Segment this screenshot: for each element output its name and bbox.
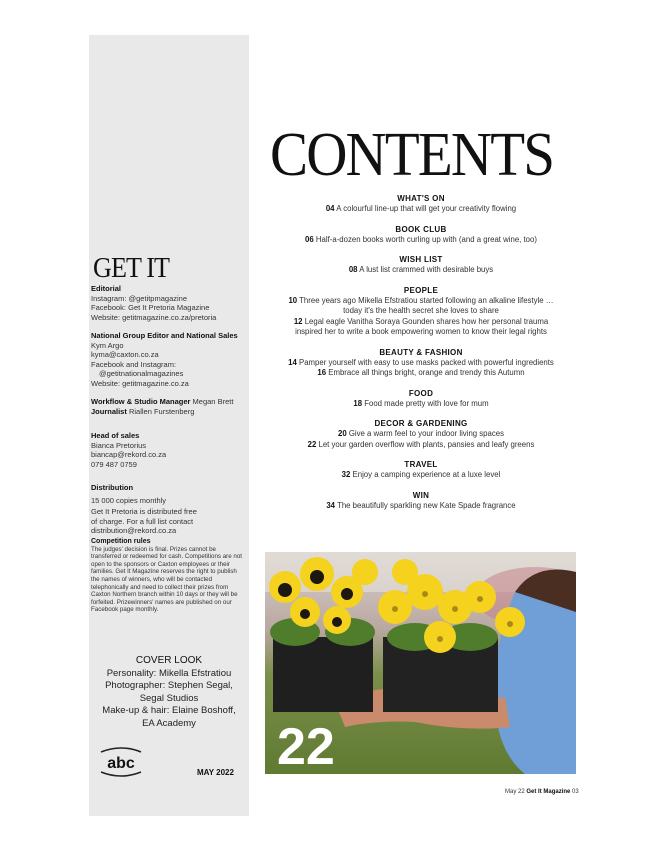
staff-block — [91, 397, 247, 416]
workflow-label: Workflow & Studio Manager — [91, 397, 191, 406]
editorial-heading: Editorial — [91, 284, 122, 293]
national-line: Kym Argo — [91, 340, 124, 350]
competition-block — [91, 538, 247, 614]
toc-page: 18 — [353, 398, 363, 408]
brand-title: GET IT — [93, 252, 170, 284]
toc-section — [262, 193, 580, 215]
toc-entry — [262, 399, 580, 410]
toc-section — [262, 490, 580, 512]
toc-heading: WHAT'S ON — [397, 194, 445, 203]
editorial-block — [91, 284, 247, 322]
cover-look-block — [89, 655, 249, 730]
folio-magazine: Get It Magazine — [526, 789, 571, 795]
editorial-line: Website: getitmagazine.co.za/pretoria — [91, 312, 217, 322]
toc-heading: BOOK CLUB — [395, 224, 447, 234]
toc-page: 32 — [341, 470, 351, 479]
journalist-name: Riallen Furstenberg — [128, 406, 195, 416]
sales-line: Bianca Pretorius — [91, 440, 147, 450]
toc-entry-text: Three years ago Mikella Efstratiou started following an alkaline lifestyle … — [299, 295, 554, 305]
national-website: Website: getitmagazine.co.za — [91, 378, 189, 388]
toc-entry-text: Let your garden overflow with plants, pansies and leafy greens — [318, 439, 535, 449]
cover-heading: COVER LOOK — [135, 655, 203, 666]
toc-page: 16 — [317, 368, 327, 377]
sales-line: biancap@rekord.co.za — [91, 450, 167, 459]
sales-line: 079 487 0759 — [91, 459, 137, 469]
toc-entry-text: Enjoy a camping experience at a luxe level — [352, 470, 501, 479]
toc-section — [262, 388, 580, 410]
toc-section — [262, 254, 580, 276]
toc-entry — [262, 358, 580, 369]
folio-page: 03 — [572, 789, 579, 795]
issue-date: MAY 2022 — [197, 768, 234, 777]
toc-entry — [262, 470, 580, 481]
toc-entry — [262, 501, 580, 512]
toc-page: 22 — [307, 439, 317, 449]
toc-entry-text: Pamper yourself with easy to use masks packed with powerful ingredients — [299, 357, 554, 367]
competition-text: The judges' decision is final. Prizes cannot be transferred or redeemed for cash. Competitions are not open to the sponsors or Caxton employees or their families. Get It Magazine reserves the right to publish the names of winners, who will be contacted telephonically and need to collect their prizes from Caxton Northern branch within 10 days or they will be forfeited. Prizewinners' names are published on our Facebook page monthly. — [91, 545, 242, 614]
distribution-copies: 15 000 copies monthly — [91, 495, 167, 505]
toc-entry-text: Legal eagle Vanitha Soraya Gounden shares how her personal trauma — [304, 316, 549, 326]
toc-section — [262, 347, 580, 379]
national-heading: National Group Editor and National Sales — [91, 331, 238, 340]
sales-heading: Head of sales — [91, 431, 140, 440]
toc-entry-text: The beautifully sparkling new Kate Spade fragrance — [337, 500, 516, 510]
toc-heading: DECOR & GARDENING — [374, 419, 468, 428]
workflow-name: Megan Brett — [192, 397, 234, 406]
journalist-label: Journalist — [91, 406, 127, 416]
toc-heading: TRAVEL — [404, 460, 438, 469]
cover-line: EA Academy — [142, 717, 196, 729]
sales-block — [91, 431, 247, 469]
toc-entry-text: Give a warm feel to your indoor living spaces — [348, 429, 504, 438]
toc-entry-text: Half-a-dozen books worth curling up with (and a great wine, too) — [315, 234, 537, 244]
toc-section — [262, 285, 580, 338]
toc-heading: WISH LIST — [399, 255, 443, 264]
cover-line: Photographer: Stephen Segal, — [105, 680, 233, 691]
national-line: @getitnationalmagazines — [99, 369, 184, 378]
toc-entry — [262, 296, 580, 307]
national-line: kyma@caxton.co.za — [91, 350, 159, 359]
toc-page: 34 — [326, 500, 336, 510]
cover-line: Make-up & hair: Elaine Boshoff, — [102, 705, 236, 716]
distribution-line: Get It Pretoria is distributed free — [91, 507, 197, 516]
national-line: Facebook and Instagram: — [91, 359, 177, 369]
toc-page: 14 — [288, 357, 297, 367]
toc-entry-text: Embrace all things bright, orange and trendy this Autumn — [328, 368, 525, 377]
distribution-heading: Distribution — [91, 483, 134, 492]
toc-page: 10 — [288, 295, 298, 305]
folio — [505, 789, 579, 795]
toc-entry-continued: today it's the health secret she loves to share — [343, 306, 499, 315]
cover-line: Segal Studios — [139, 692, 199, 704]
toc-entry — [262, 368, 580, 379]
toc-heading: FOOD — [408, 388, 434, 398]
national-block — [91, 331, 247, 388]
folio-date: May 22 — [505, 789, 525, 795]
table-of-contents — [262, 193, 580, 520]
pansy-photo — [265, 552, 576, 774]
toc-section — [262, 459, 580, 481]
toc-entry — [262, 440, 580, 451]
toc-page: 04 — [325, 204, 335, 213]
distribution-block — [91, 483, 247, 536]
editorial-line: Facebook: Get It Pretoria Magazine — [91, 303, 210, 312]
toc-entry-text: Food made pretty with love for mum — [364, 398, 489, 408]
toc-section — [262, 418, 580, 450]
competition-heading: Competition rules — [91, 538, 151, 545]
toc-entry — [262, 429, 580, 440]
toc-entry — [262, 204, 580, 215]
toc-heading: WIN — [412, 490, 430, 500]
cover-line: Personality: Mikella Efstratiou — [106, 667, 232, 679]
toc-entry — [262, 317, 580, 328]
toc-page: 12 — [293, 316, 303, 326]
distribution-line: of charge. For a full list contact — [91, 516, 194, 526]
toc-entry-text: A colourful line-up that will get your creativity flowing — [336, 204, 517, 213]
toc-page: 08 — [348, 265, 358, 274]
toc-heading: BEAUTY & FASHION — [379, 347, 463, 357]
toc-entry — [262, 235, 580, 246]
toc-heading: PEOPLE — [403, 285, 439, 295]
toc-entry-continued: inspired her to write a book empowering women to know their legal rights — [295, 327, 547, 336]
toc-section — [262, 224, 580, 246]
abc-logo-text: abc — [107, 755, 135, 772]
distribution-line: distribution@rekord.co.za — [91, 526, 177, 535]
abc-logo — [98, 746, 144, 780]
page-number-badge: 22 — [277, 718, 335, 774]
contents-title: CONTENTS — [270, 121, 554, 189]
toc-entry — [262, 265, 580, 276]
toc-page: 06 — [305, 234, 314, 244]
toc-page: 20 — [337, 429, 347, 438]
toc-entry-text: A lust list crammed with desirable buys — [359, 265, 494, 274]
editorial-line: Instagram: @getitpmagazine — [91, 293, 187, 303]
